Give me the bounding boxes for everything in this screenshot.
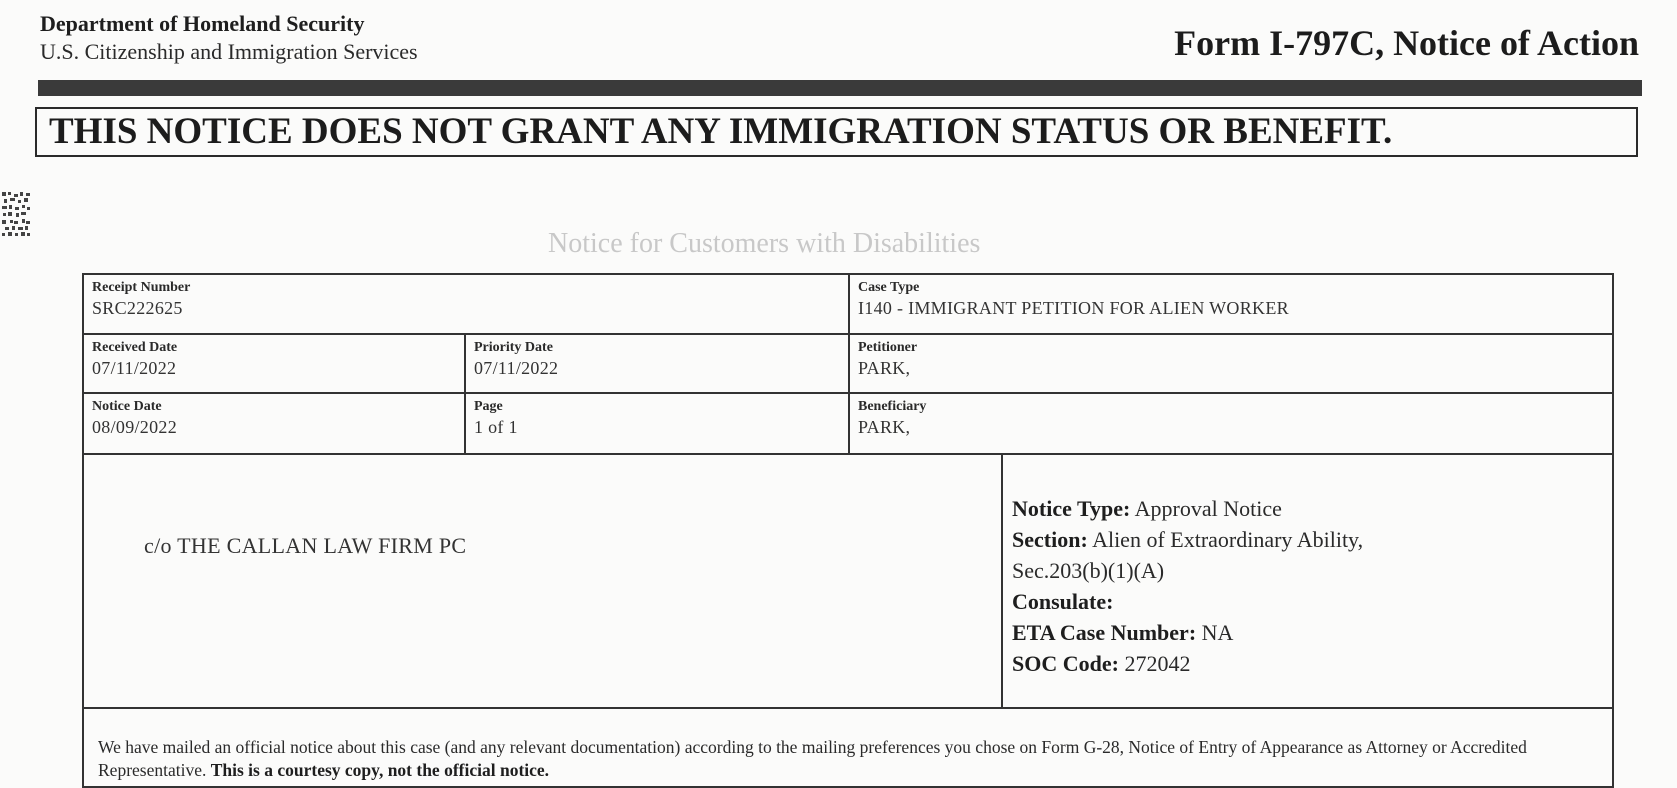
page-cell	[466, 394, 848, 453]
consulate-line	[1012, 586, 1363, 617]
notice-type-value: Approval Notice	[1134, 496, 1282, 521]
case-type-cell	[850, 275, 1610, 333]
column-divider	[1001, 453, 1003, 707]
agency-header	[40, 10, 418, 66]
receipt-number-label: Receipt Number	[92, 280, 191, 295]
case-type-label: Case Type	[858, 280, 920, 295]
mailing-note-text: We have mailed an official notice about this case (and any relevant documentation) according to the mailing preferences you chose on Form G-28, Notice of Entry of Appearance as Attorney or Accredited Representative.	[98, 737, 1527, 780]
mailing-note	[98, 736, 1598, 782]
receipt-number-value: SRC222625	[92, 298, 183, 318]
priority-date-cell	[466, 335, 848, 392]
service-name: U.S. Citizenship and Immigration Services	[40, 39, 418, 64]
notice-date-value: 08/09/2022	[92, 417, 178, 437]
eta-case-line	[1012, 617, 1363, 648]
eta-case-label: ETA Case Number:	[1012, 620, 1197, 645]
barcode-icon	[0, 190, 32, 238]
soc-code-label: SOC Code:	[1012, 651, 1119, 676]
notice-date-cell	[84, 394, 464, 453]
page-label: Page	[474, 399, 503, 414]
section-label: Section:	[1012, 527, 1088, 552]
row-divider	[84, 707, 1612, 709]
eta-case-value: NA	[1201, 620, 1234, 645]
section-line-2: Sec.203(b)(1)(A)	[1012, 558, 1165, 583]
section-line	[1012, 524, 1363, 555]
row-divider	[84, 453, 1612, 455]
section-value: Alien of Extraordinary Ability,	[1092, 527, 1364, 552]
petitioner-value: PARK,	[858, 358, 911, 378]
received-date-cell	[84, 335, 464, 392]
soc-code-line	[1012, 648, 1363, 679]
faint-notice-text: Notice for Customers with Disabilities	[548, 228, 981, 259]
receipt-number-cell	[84, 275, 848, 333]
case-details-table	[82, 273, 1614, 788]
case-type-value: I140 - IMMIGRANT PETITION FOR ALIEN WORKER	[858, 298, 1289, 318]
care-of-text: c/o THE CALLAN LAW FIRM PC	[144, 533, 467, 558]
department-name: Department of Homeland Security	[40, 11, 365, 36]
page-value: 1 of 1	[474, 417, 518, 437]
form-title: Form I-797C, Notice of Action	[1174, 23, 1639, 63]
courtesy-copy-note: This is a courtesy copy, not the official notice.	[210, 760, 550, 780]
beneficiary-label: Beneficiary	[858, 399, 927, 414]
priority-date-value: 07/11/2022	[474, 358, 559, 378]
notice-type-line	[1012, 493, 1363, 524]
notice-type-label: Notice Type:	[1012, 496, 1131, 521]
care-of-address	[144, 533, 466, 559]
petitioner-label: Petitioner	[858, 340, 918, 355]
status-warning-banner: THIS NOTICE DOES NOT GRANT ANY IMMIGRATION STATUS OR BENEFIT.	[35, 107, 1638, 157]
beneficiary-cell	[850, 394, 1610, 453]
petitioner-cell	[850, 335, 1610, 392]
received-date-value: 07/11/2022	[92, 358, 177, 378]
notice-details	[1012, 493, 1363, 679]
received-date-label: Received Date	[92, 340, 178, 355]
header-divider-bar	[38, 80, 1642, 96]
soc-code-value: 272042	[1124, 651, 1191, 676]
consulate-label: Consulate:	[1012, 589, 1114, 614]
notice-date-label: Notice Date	[92, 399, 162, 414]
priority-date-label: Priority Date	[474, 340, 553, 355]
beneficiary-value: PARK,	[858, 417, 911, 437]
